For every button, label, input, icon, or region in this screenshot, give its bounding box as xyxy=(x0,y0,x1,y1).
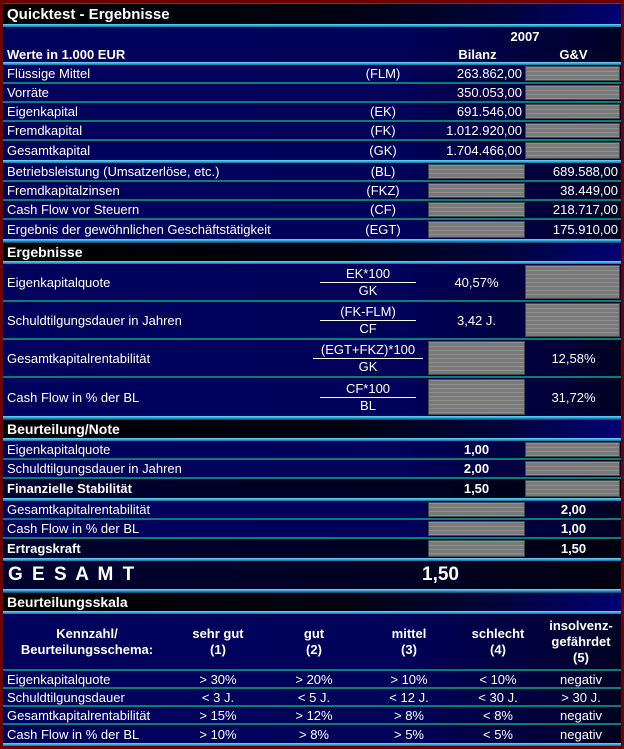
scale-cell: > 15% xyxy=(199,707,237,723)
bilanz-value-cell[interactable]: 691.546,00 xyxy=(456,104,522,119)
table-row xyxy=(3,84,621,103)
table-row xyxy=(3,65,621,84)
row-label: Cash Flow in % der BL xyxy=(7,521,140,536)
scale-row xyxy=(3,707,621,725)
sheet-title-bar xyxy=(3,3,621,24)
scale-col-title2: gefährdet xyxy=(551,633,611,649)
bilanz-value-cell[interactable]: 1.704.466,00 xyxy=(446,143,522,158)
row-abbr: (CF) xyxy=(370,202,396,217)
divider xyxy=(3,743,621,746)
row-label: Schuldtilgungsdauer xyxy=(7,689,125,705)
row-label: Eigenkapital xyxy=(7,104,78,119)
note-value-cell: 2,00 xyxy=(463,461,490,476)
disabled-cell xyxy=(525,303,620,337)
row-label: Flüssige Mittel xyxy=(7,66,91,81)
scale-header-row xyxy=(3,614,621,671)
formula-fraction xyxy=(308,304,428,337)
disabled-cell xyxy=(525,265,620,299)
gesamt-label: G E S A M T xyxy=(8,564,137,585)
sheet-title: Quicktest - Ergebnisse xyxy=(7,5,170,23)
note-subtotal-row xyxy=(3,479,621,498)
note-row xyxy=(3,460,621,479)
formula-denominator: GK xyxy=(358,282,378,298)
scale-col-grade: (5) xyxy=(573,649,589,665)
table-row xyxy=(3,103,621,122)
scale-cell: < 3 J. xyxy=(201,689,235,705)
table-row xyxy=(3,182,621,201)
table-row xyxy=(3,141,621,160)
scale-col-grade: (4) xyxy=(490,641,506,657)
guv-value-cell[interactable]: 218.717,00 xyxy=(552,202,618,217)
section-title: Beurteilung/Note xyxy=(7,421,120,437)
ratio-row xyxy=(3,378,621,416)
row-label: Vorräte xyxy=(7,85,49,100)
disabled-cell xyxy=(428,183,525,198)
note-value-cell: 1,00 xyxy=(463,442,490,457)
note-subtotal-row xyxy=(3,539,621,558)
gesamt-row xyxy=(3,561,621,589)
disabled-cell xyxy=(525,480,620,497)
section-title: Beurteilungsskala xyxy=(7,594,128,610)
table-row xyxy=(3,201,621,220)
note-value-cell: 1,50 xyxy=(560,541,587,556)
scale-col-grade: (1) xyxy=(210,641,226,657)
note-row xyxy=(3,441,621,460)
formula-numerator: EK*100 xyxy=(320,266,416,283)
disabled-cell xyxy=(525,442,620,457)
scale-col-grade: (2) xyxy=(306,641,322,657)
disabled-cell xyxy=(525,85,620,100)
guv-value-cell[interactable]: 38.449,00 xyxy=(560,183,618,198)
scale-col-insolvenz xyxy=(541,618,621,666)
scale-header-label xyxy=(3,626,171,658)
scale-cell: < 12 J. xyxy=(389,689,429,705)
scale-col-title: insolvenz- xyxy=(549,617,613,633)
row-abbr: (FK) xyxy=(370,123,396,138)
row-label: Cash Flow in % der BL xyxy=(7,726,140,742)
ratio-row xyxy=(3,302,621,340)
section-header-ergebnisse xyxy=(3,242,621,261)
disabled-cell xyxy=(428,341,525,375)
disabled-cell xyxy=(525,123,620,138)
row-abbr: (BL) xyxy=(370,164,396,179)
row-label: Gesamtkapitalrentabilität xyxy=(7,502,151,517)
formula-numerator: (EGT+FKZ)*100 xyxy=(313,342,423,359)
scale-cell: < 30 J. xyxy=(478,689,518,705)
guv-value-cell[interactable]: 175.910,00 xyxy=(552,222,618,237)
scale-header-line1: Kennzahl/ xyxy=(56,625,118,641)
row-label: Ertragskraft xyxy=(7,541,81,556)
note-value-cell: 1,00 xyxy=(560,521,587,536)
row-label: Fremdkapitalzinsen xyxy=(7,183,120,198)
unit-label: Werte in 1.000 EUR xyxy=(7,46,126,62)
guv-value-cell[interactable]: 689.588,00 xyxy=(552,164,618,179)
scale-col-title: gut xyxy=(303,625,325,641)
gesamt-value: 1,50 xyxy=(422,564,459,585)
formula-denominator: GK xyxy=(358,358,378,374)
scale-cell: negativ xyxy=(560,726,602,742)
column-header-row xyxy=(3,46,621,62)
scale-col-grade: (3) xyxy=(401,641,417,657)
scale-col-mittel xyxy=(363,626,455,658)
section-title: Ergebnisse xyxy=(7,244,83,260)
section-header-skala xyxy=(3,592,621,611)
scale-cell: negativ xyxy=(560,671,602,687)
scale-cell: > 30 J. xyxy=(561,689,601,705)
scale-cell: > 30% xyxy=(199,671,237,687)
scale-cell: > 12% xyxy=(295,707,333,723)
row-label: Gesamtkapitalrentabilität xyxy=(7,350,151,366)
row-label: Gesamtkapital xyxy=(7,143,91,158)
note-value-cell: 1,50 xyxy=(463,481,490,496)
column-header-bilanz: Bilanz xyxy=(458,46,497,62)
row-abbr: (EK) xyxy=(370,104,396,119)
year-label: 2007 xyxy=(510,29,540,44)
row-label: Schuldtilgungsdauer in Jahren xyxy=(7,461,182,476)
scale-col-gut xyxy=(265,626,363,658)
bilanz-value-cell[interactable]: 350.053,00 xyxy=(456,85,522,100)
formula-fraction xyxy=(308,381,428,414)
disabled-cell xyxy=(428,502,525,517)
row-label: Eigenkapitalquote xyxy=(7,442,111,457)
row-label: Ergebnis der gewöhnlichen Geschäftstätigkeit xyxy=(7,222,271,237)
formula-denominator: CF xyxy=(359,320,377,336)
disabled-cell xyxy=(525,461,620,476)
section-header-beurteilung xyxy=(3,419,621,438)
row-label: Cash Flow vor Steuern xyxy=(7,202,140,217)
disabled-cell xyxy=(428,221,525,238)
scale-cell: < 5 J. xyxy=(297,689,331,705)
disabled-cell xyxy=(428,202,525,217)
row-abbr: (EGT) xyxy=(365,222,401,237)
scale-cell: > 20% xyxy=(295,671,333,687)
row-label: Gesamtkapitalrentabilität xyxy=(7,707,151,723)
row-label: Schuldtilgungsdauer in Jahren xyxy=(7,312,182,328)
ratio-value-cell: 3,42 J. xyxy=(456,312,497,328)
note-value-cell: 2,00 xyxy=(560,502,587,517)
note-row xyxy=(3,520,621,539)
bilanz-value-cell[interactable]: 263.862,00 xyxy=(456,66,522,81)
scale-cell: < 10% xyxy=(479,671,517,687)
disabled-cell xyxy=(525,104,620,119)
row-label: Fremdkapital xyxy=(7,123,83,138)
row-abbr: (FLM) xyxy=(365,66,401,81)
ratio-value-cell: 12,58% xyxy=(551,350,596,366)
scale-col-sehr-gut xyxy=(171,626,265,658)
scale-row xyxy=(3,671,621,689)
bilanz-value-cell[interactable]: 1.012.920,00 xyxy=(446,123,522,138)
note-row xyxy=(3,501,621,520)
scale-row xyxy=(3,689,621,707)
year-header-row xyxy=(3,27,621,46)
scale-cell: > 8% xyxy=(394,707,424,723)
row-label: Cash Flow in % der BL xyxy=(7,389,140,405)
ratio-row xyxy=(3,340,621,378)
row-abbr: (GK) xyxy=(369,143,397,158)
row-label: Eigenkapitalquote xyxy=(7,671,111,687)
scale-cell: > 5% xyxy=(394,726,424,742)
disabled-cell xyxy=(525,66,620,81)
disabled-cell xyxy=(428,540,525,557)
disabled-cell xyxy=(428,379,525,415)
disabled-cell xyxy=(428,164,525,179)
formula-denominator: BL xyxy=(360,397,376,413)
table-row xyxy=(3,122,621,141)
ratio-value-cell: 40,57% xyxy=(454,274,499,290)
row-label: Finanzielle Stabilität xyxy=(7,481,132,496)
row-label: Betriebsleistung (Umsatzerlöse, etc.) xyxy=(7,164,220,179)
ratio-value-cell: 31,72% xyxy=(551,389,596,405)
row-abbr: (FKZ) xyxy=(366,183,400,198)
table-row xyxy=(3,163,621,182)
scale-cell: > 8% xyxy=(299,726,329,742)
formula-numerator: (FK-FLM) xyxy=(320,304,416,321)
formula-fraction xyxy=(308,342,428,375)
disabled-cell xyxy=(525,142,620,159)
scale-header-line2: Beurteilungsschema: xyxy=(20,641,154,657)
scale-cell: > 10% xyxy=(199,726,237,742)
scale-col-title: mittel xyxy=(391,625,427,641)
scale-cell: < 8% xyxy=(483,707,513,723)
row-label: Eigenkapitalquote xyxy=(7,274,111,290)
table-row xyxy=(3,220,621,239)
scale-cell: < 5% xyxy=(483,726,513,742)
scale-col-title: schlecht xyxy=(471,625,525,641)
scale-row xyxy=(3,725,621,743)
column-header-guv: G&V xyxy=(559,46,588,62)
scale-col-schlecht xyxy=(455,626,541,658)
formula-numerator: CF*100 xyxy=(320,381,416,398)
scale-cell: > 10% xyxy=(390,671,428,687)
scale-col-title: sehr gut xyxy=(192,625,244,641)
ratio-row xyxy=(3,264,621,302)
scale-cell: negativ xyxy=(560,707,602,723)
disabled-cell xyxy=(428,521,525,536)
formula-fraction xyxy=(308,266,428,299)
